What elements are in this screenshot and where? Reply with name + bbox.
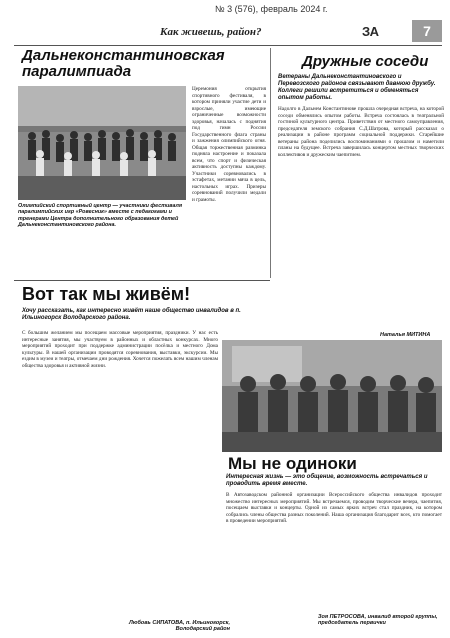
body-we-are-not-alone: В Автозаводском районной организации Всероссийского общества инвалидов проходит множество интересных мероприятий. Мы встречаемся, проводим творческие вечера, чаепития, посещаем выставки и концерты. Одной из самых ярких встреч стал праздник, на котором собрались члены общества разных поколений. Наша организация благодарит всех, кто помогает в проведении мероприятий. <box>226 492 442 524</box>
body-paralympiad: Церемония открытия спортивного фестиваля, в котором приняли участие дети и взрослые, имеющие ограниченные возможности здоровья, началась с поднятия под гимн России Государственного флага страны и зажжения олимпийского огня. Общая торжественная разминка подняла настроение и показала всем, что спорт и физическая активность доступны каждому. Участники соревновались в эстафетах, метании мяча в цель, настольных играх. Призеры соревнований получили медали и грамоты. <box>192 86 266 203</box>
sports-group-photo <box>18 86 186 200</box>
issue-info: № 3 (576), февраль 2024 г. <box>215 4 328 14</box>
headline-we-are-not-alone: Мы не одиноки <box>228 454 357 473</box>
lede-this-is-how-we-live: Хочу рассказать, как интересно живёт наше общество инвалидов в п. Ильиногорск Володарского района. <box>22 308 241 321</box>
signature-we-are-not-alone: Зоя ПЕТРОСОВА, инвалид второй группы, председатель первички <box>318 614 438 626</box>
photo-caption-paralympiad: Олимпийский спортивный центр — участники фестиваля паралимпийских игр «Ровесник» вместе с педагогами и тренерами Центра дополнительного образования детей Дальнеконстантиновского района. <box>18 203 183 229</box>
section-tagline: Как живешь, район? <box>160 26 262 38</box>
body-this-is-how-we-live: С большим желанием мы посещаем массовые мероприятия, праздники. У нас есть интересные занятия, мы участвуем в районных и областных конкурсах. Много мероприятий проходит при поддержке администрации посёлка и местного Дома культуры. В нашей организации проводятся соревнования, выставки, экскурсии. Мы ездим в музеи и театры, отмечаем дни рождения. Хочется пожелать всем нашим членам общества здоровья и активной жизни. <box>22 330 218 369</box>
group-meeting-photo <box>222 340 442 452</box>
column-divider <box>270 48 271 278</box>
header-rule <box>14 45 442 46</box>
newspaper-logo: ЗА <box>362 24 379 39</box>
lede-friendly-neighbors: Ветераны Дальнеконстантиновского и Перевозского районов связывают давнюю дружбу. Коллеги решили встретиться и обменяться опытом работы. <box>278 74 436 101</box>
headline-paralympiad: Дальнеконстантиновская паралимпиада <box>22 47 225 80</box>
page-header <box>0 0 450 46</box>
signature-friendly-neighbors: Наталья МИТИНА <box>380 332 431 338</box>
section-rule <box>14 280 270 281</box>
body-friendly-neighbors: Надолго в Дальнем Константинове прошла очередная встреча, на которой соседи обменялись опытом работы. Встреча состоялась в театральной гостиной культурного центра. Приветствия от местного самоуправления, председателя земского собрания С.Д.Шатрова, который рассказал о реализации в районе программ социальной поддержки. Старейшие ветераны района поделились воспоминаниями о прошлом и наметили планы на будущее. Встреча завершилась концертом местных творческих коллективов и дружеским чаепитием. <box>278 106 444 158</box>
headline-this-is-how-we-live: Вот так мы живём! <box>22 284 191 304</box>
lede-we-are-not-alone: Интересная жизнь — это общение, возможность встречаться и проводить время вместе. <box>226 474 428 487</box>
signature-this-is-how-we-live: Любовь СИПАТОВА, п. Ильиногорск, Володарский район <box>129 620 230 632</box>
page-number: 7 <box>412 20 442 42</box>
headline-friendly-neighbors: Дружные соседи <box>302 53 429 70</box>
